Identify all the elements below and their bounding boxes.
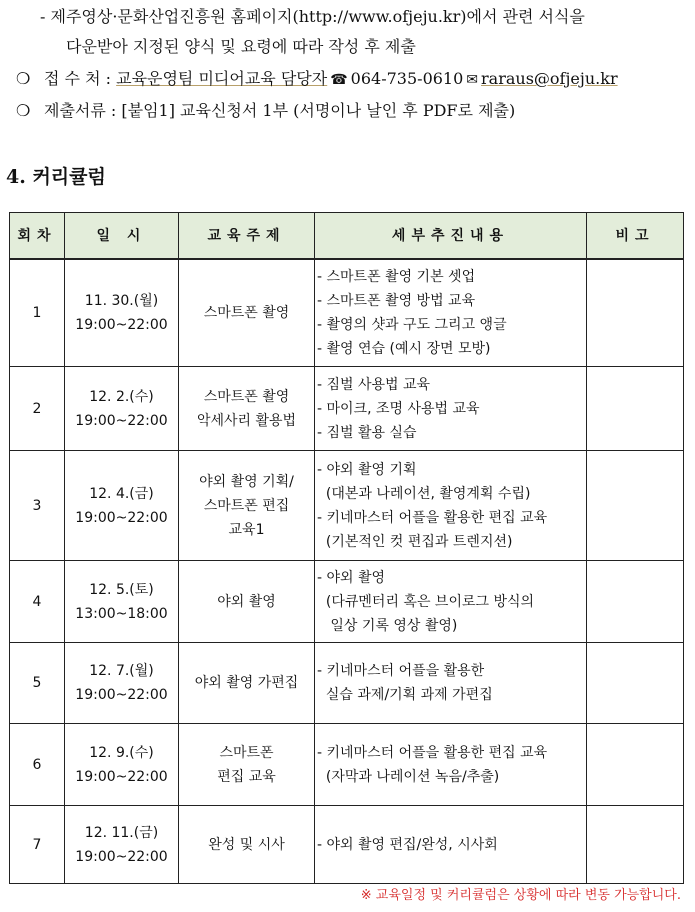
- curriculum-table: [9, 212, 684, 884]
- topic-line: 스마트폰: [219, 744, 274, 761]
- documents-text: [붙임1] 교육신청서 1부 (서명이나 날인 후 PDF로 제출): [121, 101, 516, 120]
- details-cell: [315, 561, 587, 643]
- details-line: 일상 기록 영상 촬영): [317, 617, 458, 634]
- details-line: - 짐벌 활용 실습: [317, 424, 417, 441]
- note-cell: [587, 259, 684, 367]
- session-time: 19:00~22:00: [75, 687, 168, 703]
- topic-line: 스마트폰 촬영: [203, 388, 290, 405]
- details-line: - 야외 촬영 편집/완성, 시사회: [317, 836, 498, 853]
- details-cell: [315, 451, 587, 561]
- note-cell: [587, 724, 684, 806]
- topic-line: 교육1: [228, 521, 265, 538]
- session-date: 12. 4.(금): [89, 485, 154, 502]
- session-date: 12. 9.(수): [89, 744, 154, 761]
- email-address: raraus@ofjeju.kr: [481, 69, 618, 88]
- datetime-cell: [65, 806, 179, 884]
- contact-line: [16, 66, 618, 89]
- session-number-cell: [10, 367, 65, 451]
- session-date: 12. 7.(월): [89, 663, 154, 679]
- table-row: [10, 561, 684, 643]
- note-cell: [587, 806, 684, 884]
- datetime-cell: [65, 561, 179, 643]
- session-number: 7: [32, 836, 42, 853]
- details-line: - 스마트폰 촬영 기본 셋업: [317, 268, 476, 285]
- contact-text: 교육운영팀 미디어교육 담당자: [116, 69, 328, 88]
- intro-line-2: 다운받아 지정된 양식 및 요령에 따라 작성 후 제출: [66, 37, 416, 56]
- session-time: 19:00~22:00: [75, 509, 168, 526]
- topic-cell: [179, 367, 315, 451]
- datetime-cell: [65, 643, 179, 724]
- note-cell: [587, 367, 684, 451]
- details-line: - 촬영의 샷과 구도 그리고 앵글: [317, 316, 507, 333]
- table-row: [10, 806, 684, 884]
- session-time: 19:00~22:00: [75, 412, 168, 429]
- table-row: [10, 259, 684, 367]
- session-date: 11. 30.(월): [84, 292, 159, 309]
- mail-icon: ✉: [466, 72, 479, 88]
- documents-line: [16, 98, 515, 121]
- topic-line: 완성 및 시사: [208, 836, 285, 853]
- topic-line: 스마트폰 편집: [203, 497, 290, 514]
- note-cell: [587, 561, 684, 643]
- session-number: 3: [32, 497, 42, 514]
- session-number-cell: [10, 724, 65, 806]
- session-date: 12. 5.(토): [89, 581, 154, 598]
- session-number-cell: [10, 561, 65, 643]
- session-number: 6: [32, 756, 42, 773]
- details-line: - 키네마스터 어플을 활용한 편집 교육: [317, 509, 548, 526]
- table-row: [10, 367, 684, 451]
- details-line: - 짐벌 사용법 교육: [317, 376, 431, 393]
- topic-line: 스마트폰 촬영: [203, 304, 290, 321]
- session-number: 1: [32, 304, 42, 321]
- session-date: 12. 11.(금): [84, 824, 159, 841]
- details-cell: [315, 259, 587, 367]
- topic-line: 야외 촬영 기획/: [199, 473, 294, 490]
- topic-cell: [179, 806, 315, 884]
- session-number-cell: [10, 259, 65, 367]
- details-line: (자막과 나레이션 녹음/추출): [317, 768, 500, 785]
- details-cell: [315, 367, 587, 451]
- datetime-cell: [65, 367, 179, 451]
- table-header-row: [10, 213, 684, 259]
- header-details: 세부추진내용: [315, 213, 587, 259]
- phone-number: 064-735-0610: [350, 69, 464, 88]
- circle-bullet-icon: ❍: [16, 101, 31, 120]
- details-line: (기본적인 컷 편집과 트렌지션): [317, 533, 513, 550]
- session-time: 13:00~18:00: [75, 605, 168, 622]
- phone-icon: ☎: [330, 72, 348, 88]
- header-session: 회차: [10, 213, 65, 259]
- topic-line: 야외 촬영: [217, 593, 276, 610]
- session-number: 4: [32, 593, 42, 610]
- topic-cell: [179, 561, 315, 643]
- session-number-cell: [10, 451, 65, 561]
- details-line: (대본과 나레이션, 촬영계획 수립): [317, 485, 531, 502]
- table-row: [10, 724, 684, 806]
- table-row: [10, 451, 684, 561]
- topic-cell: [179, 451, 315, 561]
- session-time: 19:00~22:00: [75, 768, 168, 785]
- session-time: 19:00~22:00: [75, 316, 168, 333]
- session-time: 19:00~22:00: [75, 848, 168, 865]
- topic-line: 편집 교육: [217, 768, 276, 785]
- topic-line: 악세사리 활용법: [196, 412, 297, 429]
- session-number-cell: [10, 806, 65, 884]
- session-number: 2: [32, 400, 42, 417]
- topic-line: 야외 촬영 가편집: [194, 675, 299, 691]
- footnote: ※ 교육일정 및 커리큘럼은 상황에 따라 변동 가능합니다.: [360, 888, 681, 903]
- details-cell: [315, 724, 587, 806]
- datetime-cell: [65, 724, 179, 806]
- details-cell: [315, 806, 587, 884]
- topic-cell: [179, 724, 315, 806]
- details-cell: [315, 643, 587, 724]
- circle-bullet-icon: ❍: [16, 69, 31, 88]
- header-datetime: 일 시: [65, 213, 179, 259]
- details-line: - 마이크, 조명 사용법 교육: [317, 400, 480, 417]
- session-date: 12. 2.(수): [89, 388, 154, 405]
- details-line: (다큐멘터리 혹은 브이로그 방식의: [317, 593, 535, 610]
- details-line: - 야외 촬영 기획: [317, 461, 417, 478]
- details-line: - 야외 촬영: [317, 569, 386, 586]
- header-topic: 교육주제: [179, 213, 315, 259]
- topic-cell: [179, 643, 315, 724]
- section-heading: 4. 커리큘럼: [6, 166, 106, 188]
- topic-cell: [179, 259, 315, 367]
- note-cell: [587, 643, 684, 724]
- table-row: [10, 643, 684, 724]
- details-line: 실습 과제/기획 과제 가편집: [317, 687, 493, 703]
- header-note: 비고: [587, 213, 684, 259]
- documents-label: 제출서류 :: [44, 101, 122, 120]
- datetime-cell: [65, 259, 179, 367]
- contact-label: 접 수 처 :: [44, 69, 117, 88]
- details-line: - 키네마스터 어플을 활용한: [317, 663, 485, 679]
- session-number: 5: [32, 675, 42, 691]
- details-line: - 촬영 연습 (예시 장면 모방): [317, 340, 491, 357]
- datetime-cell: [65, 451, 179, 561]
- details-line: - 키네마스터 어플을 활용한 편집 교육: [317, 744, 548, 761]
- session-number-cell: [10, 643, 65, 724]
- note-cell: [587, 451, 684, 561]
- details-line: - 스마트폰 촬영 방법 교육: [317, 292, 476, 309]
- intro-line-1: - 제주영상·문화산업진흥원 홈페이지(http://www.ofjeju.kr)에서 관련 서식을: [40, 7, 585, 26]
